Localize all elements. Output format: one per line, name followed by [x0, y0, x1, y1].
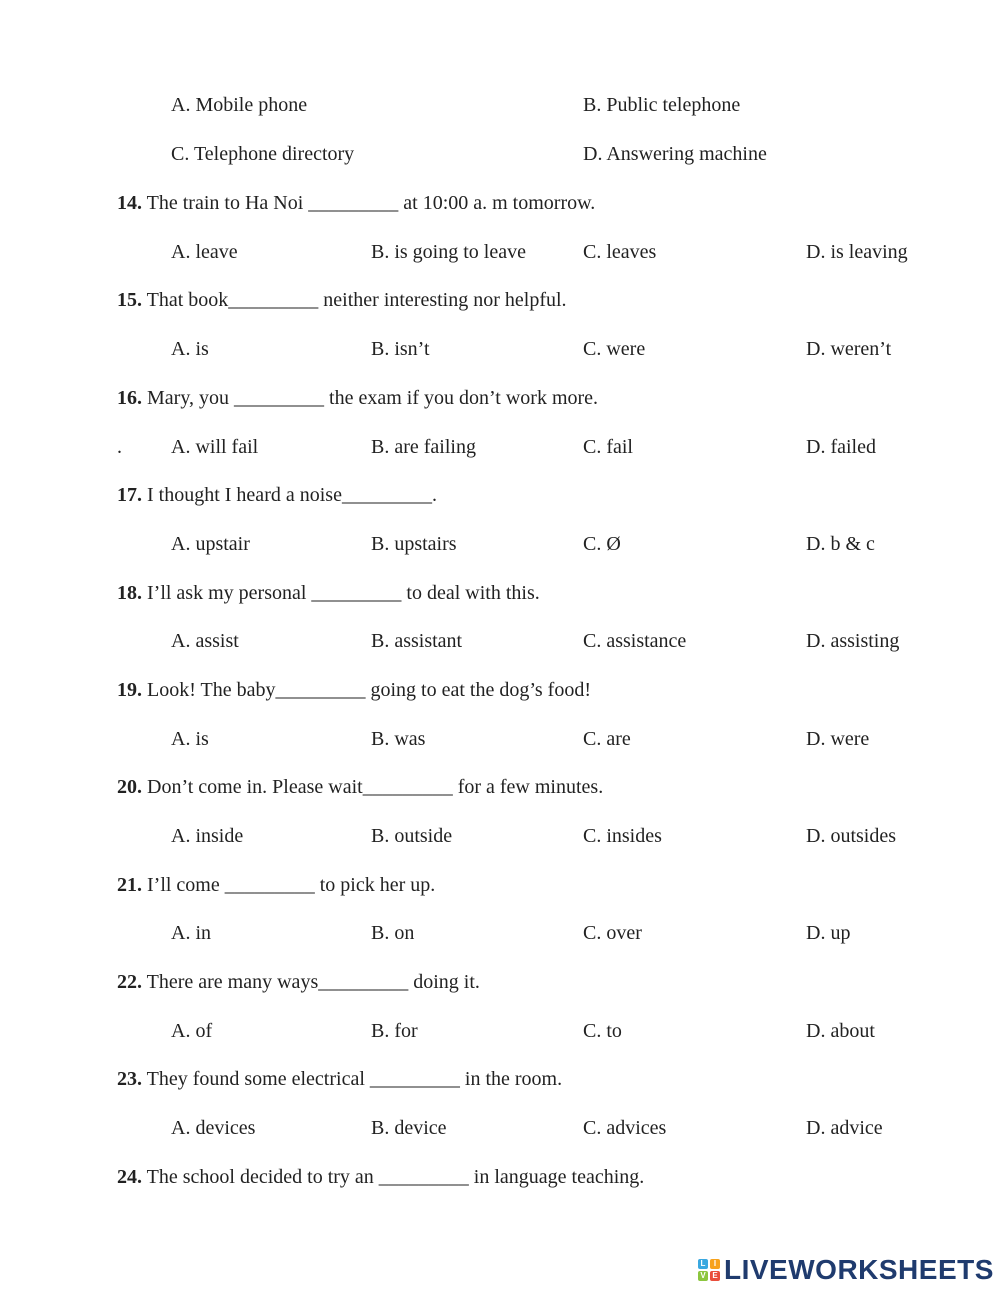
option-c[interactable]: C. fail — [583, 436, 633, 458]
question-prompt: There are many ways_________ doing it. — [142, 971, 480, 993]
option-d[interactable]: D. were — [806, 728, 870, 750]
question-stem — [0, 968, 1000, 996]
option-b[interactable]: B. for — [371, 1020, 418, 1042]
options-row — [0, 335, 1000, 363]
option-b[interactable]: B. upstairs — [371, 533, 457, 555]
option-d[interactable]: D. b & c — [806, 533, 875, 555]
option-a[interactable]: A. is — [171, 728, 209, 750]
question-prompt: Look! The baby_________ going to eat the dog’s food! — [142, 679, 592, 701]
question-text — [117, 384, 598, 412]
stray-dot: . — [117, 436, 122, 458]
options-row — [0, 433, 1000, 461]
question-stem — [0, 189, 1000, 217]
option-b[interactable]: B. is going to leave — [371, 241, 526, 263]
option-b[interactable]: B. on — [371, 922, 415, 944]
question-prompt: I’ll come _________ to pick her up. — [142, 874, 436, 896]
q13-options-row-2 — [0, 140, 1000, 168]
option-a[interactable]: A. devices — [171, 1117, 256, 1139]
question-text — [117, 579, 540, 607]
question-number: 15. — [117, 289, 142, 311]
question-text — [117, 968, 480, 996]
q13-option-b[interactable]: B. Public telephone — [583, 94, 741, 116]
option-a[interactable]: A. inside — [171, 825, 244, 847]
options-row — [0, 1017, 1000, 1045]
options-row — [0, 822, 1000, 850]
option-a[interactable]: A. assist — [171, 630, 239, 652]
question-number: 19. — [117, 679, 142, 701]
liveworksheets-logo-icon — [698, 1259, 720, 1281]
question-number: 18. — [117, 582, 142, 604]
question-prompt: The school decided to try an _________ in language teaching. — [142, 1166, 645, 1188]
question-stem — [0, 286, 1000, 314]
option-b[interactable]: B. isn’t — [371, 338, 430, 360]
question-stem — [0, 579, 1000, 607]
question-text — [117, 676, 591, 704]
option-d[interactable]: D. advice — [806, 1117, 883, 1139]
option-b[interactable]: B. assistant — [371, 630, 463, 652]
question-stem — [0, 481, 1000, 509]
options-row — [0, 530, 1000, 558]
option-d[interactable]: D. up — [806, 922, 851, 944]
question-stem — [0, 871, 1000, 899]
option-b[interactable]: B. are failing — [371, 436, 476, 458]
logo-tile-v: V — [698, 1271, 708, 1281]
question-text — [117, 286, 567, 314]
option-c[interactable]: C. insides — [583, 825, 662, 847]
q13-option-a[interactable]: A. Mobile phone — [171, 94, 308, 116]
question-stem — [0, 773, 1000, 801]
logo-tile-i: I — [710, 1259, 720, 1269]
question-prompt: The train to Ha Noi _________ at 10:00 a. m tomorrow. — [142, 192, 596, 214]
question-number: 22. — [117, 971, 142, 993]
question-stem — [0, 1163, 1000, 1191]
question-prompt: Mary, you _________ the exam if you don’t work more. — [142, 387, 599, 409]
question-number: 24. — [117, 1166, 142, 1188]
option-d[interactable]: D. assisting — [806, 630, 900, 652]
q13-option-d[interactable]: D. Answering machine — [583, 143, 767, 165]
option-a[interactable]: A. will fail — [171, 436, 259, 458]
option-d[interactable]: D. failed — [806, 436, 876, 458]
question-number: 14. — [117, 192, 142, 214]
question-text — [117, 1163, 644, 1191]
option-c[interactable]: C. leaves — [583, 241, 657, 263]
option-d[interactable]: D. is leaving — [806, 241, 908, 263]
question-stem — [0, 384, 1000, 412]
option-c[interactable]: C. advices — [583, 1117, 667, 1139]
option-c[interactable]: C. to — [583, 1020, 622, 1042]
question-prompt: I’ll ask my personal _________ to deal with this. — [142, 582, 540, 604]
options-row — [0, 1114, 1000, 1142]
option-a[interactable]: A. of — [171, 1020, 213, 1042]
options-row — [0, 725, 1000, 753]
question-text — [117, 773, 603, 801]
option-c[interactable]: C. are — [583, 728, 631, 750]
question-text — [117, 189, 595, 217]
option-d[interactable]: D. weren’t — [806, 338, 892, 360]
option-c[interactable]: C. assistance — [583, 630, 687, 652]
question-prompt: Don’t come in. Please wait_________ for a few minutes. — [142, 776, 604, 798]
option-b[interactable]: B. outside — [371, 825, 453, 847]
question-number: 17. — [117, 484, 142, 506]
question-text — [117, 1065, 562, 1093]
question-prompt: That book_________ neither interesting nor helpful. — [142, 289, 567, 311]
question-number: 23. — [117, 1068, 142, 1090]
option-c[interactable]: C. over — [583, 922, 642, 944]
question-number: 20. — [117, 776, 142, 798]
options-row — [0, 627, 1000, 655]
option-b[interactable]: B. device — [371, 1117, 447, 1139]
option-d[interactable]: D. outsides — [806, 825, 896, 847]
option-d[interactable]: D. about — [806, 1020, 875, 1042]
options-row — [0, 919, 1000, 947]
question-number: 21. — [117, 874, 142, 896]
logo-text: LIVEWORKSHEETS — [724, 1254, 994, 1285]
liveworksheets-logo — [698, 1253, 994, 1287]
question-number: 16. — [117, 387, 142, 409]
logo-tile-l: L — [698, 1259, 708, 1269]
q13-option-c[interactable]: C. Telephone directory — [171, 143, 355, 165]
option-c[interactable]: C. were — [583, 338, 646, 360]
question-prompt: They found some electrical _________ in the room. — [142, 1068, 563, 1090]
option-a[interactable]: A. leave — [171, 241, 238, 263]
options-row — [0, 238, 1000, 266]
question-stem — [0, 1065, 1000, 1093]
q13-options-row-1 — [0, 91, 1000, 119]
question-text — [117, 481, 437, 509]
question-prompt: I thought I heard a noise_________. — [142, 484, 437, 506]
logo-tile-e: E — [710, 1271, 720, 1281]
option-b[interactable]: B. was — [371, 728, 426, 750]
question-text — [117, 871, 435, 899]
option-a[interactable]: A. in — [171, 922, 211, 944]
option-c[interactable]: C. Ø — [583, 533, 621, 555]
option-a[interactable]: A. upstair — [171, 533, 250, 555]
option-a[interactable]: A. is — [171, 338, 209, 360]
question-stem — [0, 676, 1000, 704]
